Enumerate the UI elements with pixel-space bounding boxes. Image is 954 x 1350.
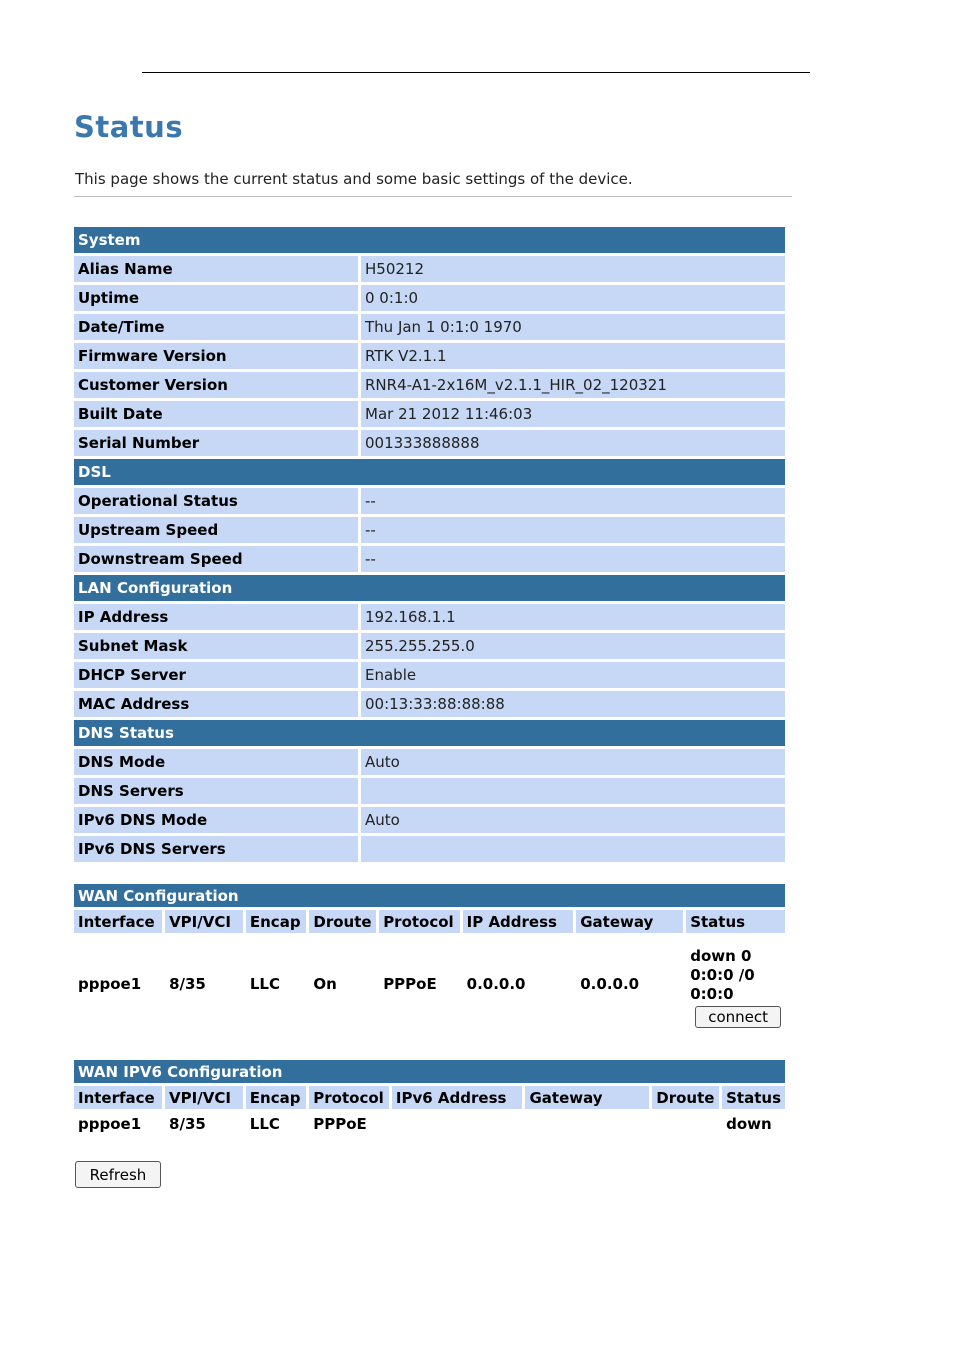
dns-row-ipv6-mode — [74, 807, 785, 833]
wan6-ipv6-address — [392, 1112, 523, 1136]
system-row-serial — [74, 430, 785, 456]
wan-vpi-vci: 8/35 — [165, 936, 243, 1032]
row-label: DHCP Server — [74, 662, 358, 688]
dns-row-mode — [74, 749, 785, 775]
wan-status-line: 0:0:0 /0 — [690, 965, 755, 984]
wan6-header-row — [74, 1060, 785, 1083]
row-value: Enable — [361, 662, 785, 688]
row-value — [361, 836, 785, 862]
row-value: -- — [361, 488, 785, 514]
wan-gateway: 0.0.0.0 — [576, 936, 683, 1032]
system-row-uptime — [74, 285, 785, 311]
column-header: VPI/VCI — [165, 910, 243, 933]
row-label: Built Date — [74, 401, 358, 427]
wan-interface: pppoe1 — [74, 936, 162, 1032]
column-header: IPv6 Address — [392, 1086, 523, 1109]
row-value: 001333888888 — [361, 430, 785, 456]
dsl-row-upstream — [74, 517, 785, 543]
row-label: Upstream Speed — [74, 517, 358, 543]
column-header: IP Address — [463, 910, 574, 933]
column-header: Interface — [74, 910, 162, 933]
row-label: DNS Servers — [74, 778, 358, 804]
wan-status — [686, 936, 785, 1032]
row-value: -- — [361, 546, 785, 572]
row-value: 255.255.255.0 — [361, 633, 785, 659]
wan-droute: On — [309, 936, 376, 1032]
column-header: Droute — [652, 1086, 719, 1109]
row-label: Serial Number — [74, 430, 358, 456]
row-value: Mar 21 2012 11:46:03 — [361, 401, 785, 427]
dsl-row-downstream — [74, 546, 785, 572]
column-header: Protocol — [379, 910, 459, 933]
column-header: Encap — [246, 1086, 306, 1109]
lan-row-subnet — [74, 633, 785, 659]
row-label: MAC Address — [74, 691, 358, 717]
wan-status-line: 0:0:0 — [690, 984, 734, 1003]
wan6-row — [74, 1112, 785, 1136]
row-label: Uptime — [74, 285, 358, 311]
lan-row-mac — [74, 691, 785, 717]
column-header: Protocol — [309, 1086, 389, 1109]
top-rule — [142, 72, 810, 73]
dsl-row-operational — [74, 488, 785, 514]
row-value: H50212 — [361, 256, 785, 282]
system-row-built — [74, 401, 785, 427]
row-label: Subnet Mask — [74, 633, 358, 659]
row-label: IPv6 DNS Servers — [74, 836, 358, 862]
system-row-alias — [74, 256, 785, 282]
wan-encap: LLC — [246, 936, 307, 1032]
wan6-column-headers — [74, 1086, 785, 1109]
dns-row-ipv6-servers — [74, 836, 785, 862]
dns-row-servers — [74, 778, 785, 804]
lan-header-row — [74, 575, 785, 601]
row-label: Downstream Speed — [74, 546, 358, 572]
row-value — [361, 778, 785, 804]
wan6-encap: LLC — [246, 1112, 306, 1136]
row-value: RTK V2.1.1 — [361, 343, 785, 369]
row-value: -- — [361, 517, 785, 543]
refresh-button[interactable]: Refresh — [75, 1161, 161, 1188]
system-header-row — [74, 227, 785, 253]
description-divider — [74, 196, 792, 197]
wan6-header: WAN IPV6 Configuration — [74, 1060, 785, 1083]
wan6-interface: pppoe1 — [74, 1112, 162, 1136]
row-label: IP Address — [74, 604, 358, 630]
row-value: Auto — [361, 749, 785, 775]
row-value: Auto — [361, 807, 785, 833]
wan-column-headers — [74, 910, 785, 933]
system-row-customer — [74, 372, 785, 398]
row-value: 00:13:33:88:88:88 — [361, 691, 785, 717]
wan-status-line: down 0 — [690, 946, 752, 965]
system-header: System — [74, 227, 785, 253]
page-title: Status — [74, 110, 184, 144]
connect-button[interactable]: connect — [695, 1006, 781, 1028]
column-header: Status — [686, 910, 785, 933]
wan-header: WAN Configuration — [74, 884, 785, 907]
wan-protocol: PPPoE — [379, 936, 459, 1032]
page-description: This page shows the current status and some basic settings of the device. — [75, 170, 633, 188]
lan-header: LAN Configuration — [74, 575, 785, 601]
status-table — [71, 224, 788, 865]
wan-configuration-table — [71, 881, 788, 1035]
wan6-status: down — [722, 1112, 785, 1136]
row-value: RNR4-A1-2x16M_v2.1.1_HIR_02_120321 — [361, 372, 785, 398]
column-header: Interface — [74, 1086, 162, 1109]
column-header: Droute — [309, 910, 376, 933]
dsl-header-row — [74, 459, 785, 485]
system-row-firmware — [74, 343, 785, 369]
wan-ip-address: 0.0.0.0 — [463, 936, 574, 1032]
column-header: Status — [722, 1086, 785, 1109]
wan6-gateway — [525, 1112, 649, 1136]
lan-row-dhcp — [74, 662, 785, 688]
row-label: Alias Name — [74, 256, 358, 282]
row-value: 192.168.1.1 — [361, 604, 785, 630]
dns-header-row — [74, 720, 785, 746]
dns-header: DNS Status — [74, 720, 785, 746]
row-label: IPv6 DNS Mode — [74, 807, 358, 833]
wan6-droute — [652, 1112, 719, 1136]
wan-row — [74, 936, 785, 1032]
column-header: Gateway — [576, 910, 683, 933]
row-label: DNS Mode — [74, 749, 358, 775]
system-row-datetime — [74, 314, 785, 340]
row-value: 0 0:1:0 — [361, 285, 785, 311]
column-header: Encap — [246, 910, 307, 933]
column-header: VPI/VCI — [165, 1086, 243, 1109]
wan6-protocol: PPPoE — [309, 1112, 389, 1136]
row-label: Operational Status — [74, 488, 358, 514]
wan-header-row — [74, 884, 785, 907]
row-value: Thu Jan 1 0:1:0 1970 — [361, 314, 785, 340]
lan-row-ip — [74, 604, 785, 630]
row-label: Customer Version — [74, 372, 358, 398]
row-label: Date/Time — [74, 314, 358, 340]
column-header: Gateway — [525, 1086, 649, 1109]
dsl-header: DSL — [74, 459, 785, 485]
row-label: Firmware Version — [74, 343, 358, 369]
wan6-vpi-vci: 8/35 — [165, 1112, 243, 1136]
wan-ipv6-configuration-table — [71, 1057, 788, 1139]
